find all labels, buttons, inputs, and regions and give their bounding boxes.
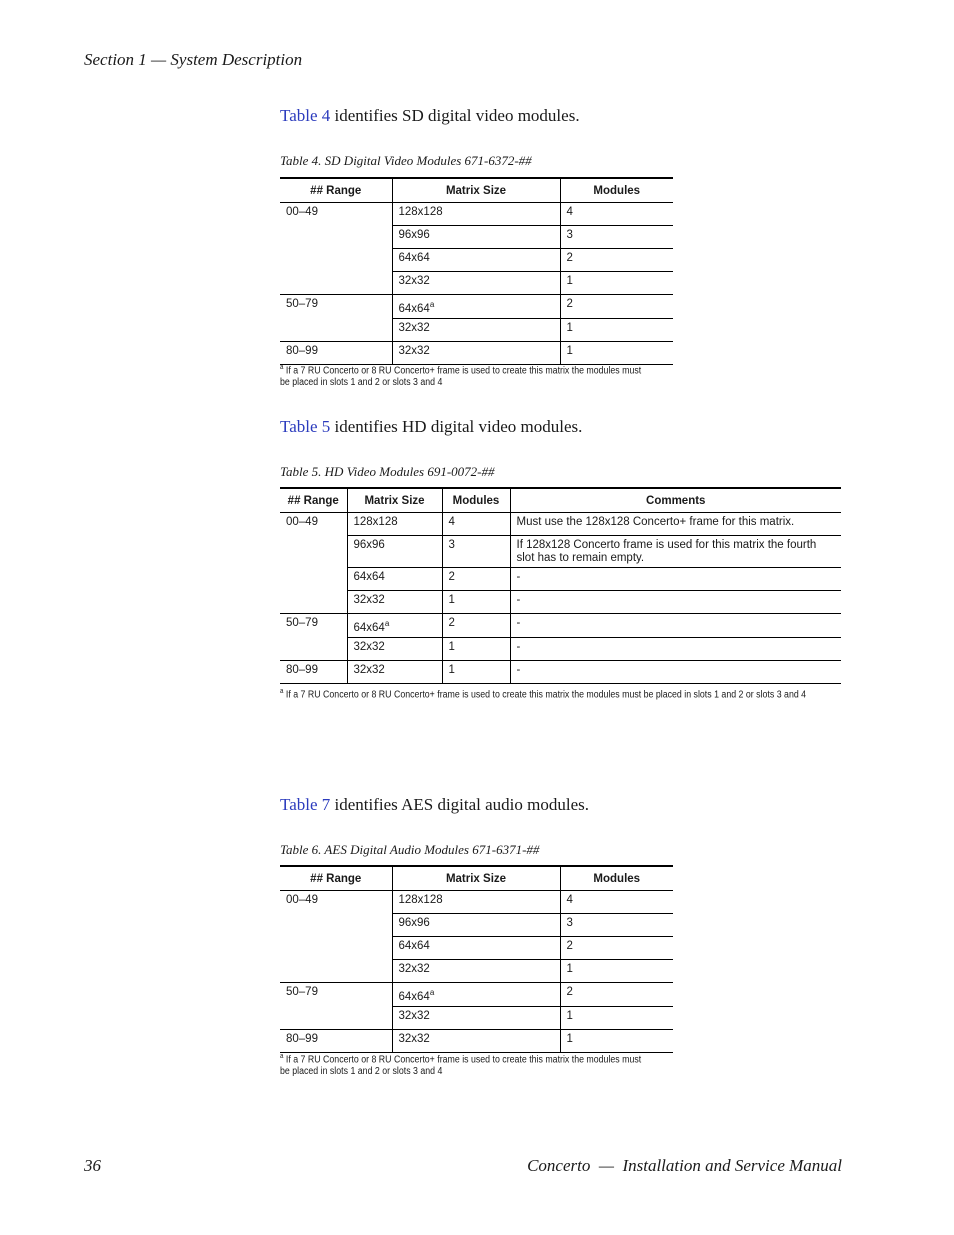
matrix-size-cell: 32x32 — [392, 341, 560, 364]
table5-footnote: $^a$ If a 7 RU Concerto or 8 RU Concerto+ frame is used to create this matrix the modules must be placed in slots 1 and 2 or slots 3 and 4 — [280, 688, 807, 701]
range-cell: 80–99 — [280, 341, 392, 364]
table4-caption: Table 4. SD Digital Video Modules 671-6372-## — [280, 153, 532, 168]
table4-link[interactable]: Table 4 — [280, 106, 331, 125]
modules-cell: 4 — [560, 203, 673, 226]
modules-cell: 2 — [560, 295, 673, 319]
table6-caption: Table 6. AES Digital Audio Modules 671-6371-## — [280, 842, 540, 857]
matrix-size-cell: 32x32 — [347, 591, 442, 614]
table-row — [280, 295, 673, 319]
table6-intro: Table 7 identifies AES digital audio modules. — [280, 795, 590, 814]
manual-title: Concerto — Installation and Service Manual — [527, 1156, 842, 1175]
matrix-size-cell: 32x32 — [392, 1029, 560, 1052]
modules-cell: 1 — [560, 960, 673, 983]
table-row — [280, 891, 673, 914]
comments-cell: If 128x128 Concerto frame is used for this matrix the fourth slot has to remain empty. — [510, 536, 841, 568]
matrix-size-cell: 64x64 — [347, 568, 442, 591]
table-row — [280, 983, 673, 1007]
modules-cell: 1 — [560, 318, 673, 341]
matrix-size-cell: 32x32 — [392, 960, 560, 983]
table5-caption: Table 5. HD Video Modules 691-0072-## — [280, 464, 495, 479]
modules-cell: 2 — [560, 983, 673, 1007]
modules-cell: 2 — [560, 249, 673, 272]
table7-link[interactable]: Table 7 — [280, 795, 331, 814]
section-header: Section 1 — System Description — [84, 50, 303, 69]
modules-cell: 4 — [442, 513, 510, 536]
range-cell: 00–49 — [280, 513, 347, 614]
range-cell: 00–49 — [280, 891, 392, 983]
column-header: ## Range — [280, 488, 347, 513]
matrix-size-cell: 96x96 — [347, 536, 442, 568]
comments-cell: - — [510, 568, 841, 591]
table-row — [280, 341, 673, 364]
modules-cell: 3 — [560, 914, 673, 937]
column-header: Modules — [560, 866, 673, 891]
matrix-size-cell: 64x64 — [392, 937, 560, 960]
comments-cell: - — [510, 637, 841, 660]
matrix-size-cell: 64x64$^a$ — [347, 614, 442, 638]
matrix-size-cell: 128x128 — [392, 891, 560, 914]
column-header: Modules — [442, 488, 510, 513]
modules-cell: 1 — [560, 341, 673, 364]
matrix-size-cell: 32x32 — [347, 637, 442, 660]
modules-cell: 2 — [560, 937, 673, 960]
matrix-size-cell: 32x32 — [392, 1006, 560, 1029]
matrix-size-cell: 32x32 — [392, 272, 560, 295]
table-row — [280, 660, 841, 683]
matrix-size-cell: 64x64$^a$ — [392, 295, 560, 319]
modules-cell: 3 — [560, 226, 673, 249]
modules-cell: 1 — [442, 637, 510, 660]
column-header: Matrix Size — [392, 178, 560, 203]
matrix-size-cell: 32x32 — [347, 660, 442, 683]
table-row — [280, 591, 841, 614]
table6-footnote: $^a$ If a 7 RU Concerto or 8 RU Concerto+ frame is used to create this matrix the modules must be placed in slots 1 and 2 or slots 3 and 4 — [280, 1053, 642, 1078]
matrix-size-cell: 96x96 — [392, 914, 560, 937]
table5 — [280, 487, 841, 684]
table-row — [280, 536, 841, 568]
modules-cell: 2 — [442, 568, 510, 591]
range-cell: 50–79 — [280, 295, 392, 342]
column-header: Comments — [510, 488, 841, 513]
modules-cell: 1 — [560, 272, 673, 295]
table5-link[interactable]: Table 5 — [280, 417, 331, 436]
modules-cell: 4 — [560, 891, 673, 914]
comments-cell: Must use the 128x128 Concerto+ frame for this matrix. — [510, 513, 841, 536]
matrix-size-cell: 64x64$^a$ — [392, 983, 560, 1007]
table4-footnote: $^a$ If a 7 RU Concerto or 8 RU Concerto+ frame is used to create this matrix the modules must be placed in slots 1 and 2 or slots 3 and 4 — [280, 364, 642, 389]
table-row — [280, 568, 841, 591]
footnote-ref: a — [384, 619, 390, 628]
modules-cell: 3 — [442, 536, 510, 568]
comments-cell: - — [510, 591, 841, 614]
modules-cell: 2 — [442, 614, 510, 638]
matrix-size-cell: 64x64 — [392, 249, 560, 272]
table-row — [280, 1029, 673, 1052]
range-cell: 80–99 — [280, 1029, 392, 1052]
column-header: ## Range — [280, 866, 392, 891]
range-cell: 50–79 — [280, 614, 347, 661]
footnote-ref: a — [429, 988, 435, 997]
matrix-size-cell: 32x32 — [392, 318, 560, 341]
table-row — [280, 513, 841, 536]
table4 — [280, 177, 673, 365]
matrix-size-cell: 128x128 — [392, 203, 560, 226]
column-header: Matrix Size — [392, 866, 560, 891]
column-header: ## Range — [280, 178, 392, 203]
footnote-ref: a — [429, 300, 435, 309]
range-cell: 00–49 — [280, 203, 392, 295]
table5-intro: Table 5 identifies HD digital video modules. — [280, 417, 583, 436]
matrix-size-cell: 128x128 — [347, 513, 442, 536]
modules-cell: 1 — [442, 660, 510, 683]
column-header: Modules — [560, 178, 673, 203]
range-cell: 80–99 — [280, 660, 347, 683]
table-row — [280, 203, 673, 226]
table4-intro: Table 4 identifies SD digital video modules. — [280, 106, 580, 125]
modules-cell: 1 — [560, 1006, 673, 1029]
comments-cell: - — [510, 614, 841, 638]
modules-cell: 1 — [442, 591, 510, 614]
range-cell: 50–79 — [280, 983, 392, 1030]
modules-cell: 1 — [560, 1029, 673, 1052]
table-row — [280, 614, 841, 638]
table-row — [280, 637, 841, 660]
comments-cell: - — [510, 660, 841, 683]
page-number: 36 — [84, 1156, 101, 1175]
matrix-size-cell: 96x96 — [392, 226, 560, 249]
column-header: Matrix Size — [347, 488, 442, 513]
table6 — [280, 865, 673, 1053]
